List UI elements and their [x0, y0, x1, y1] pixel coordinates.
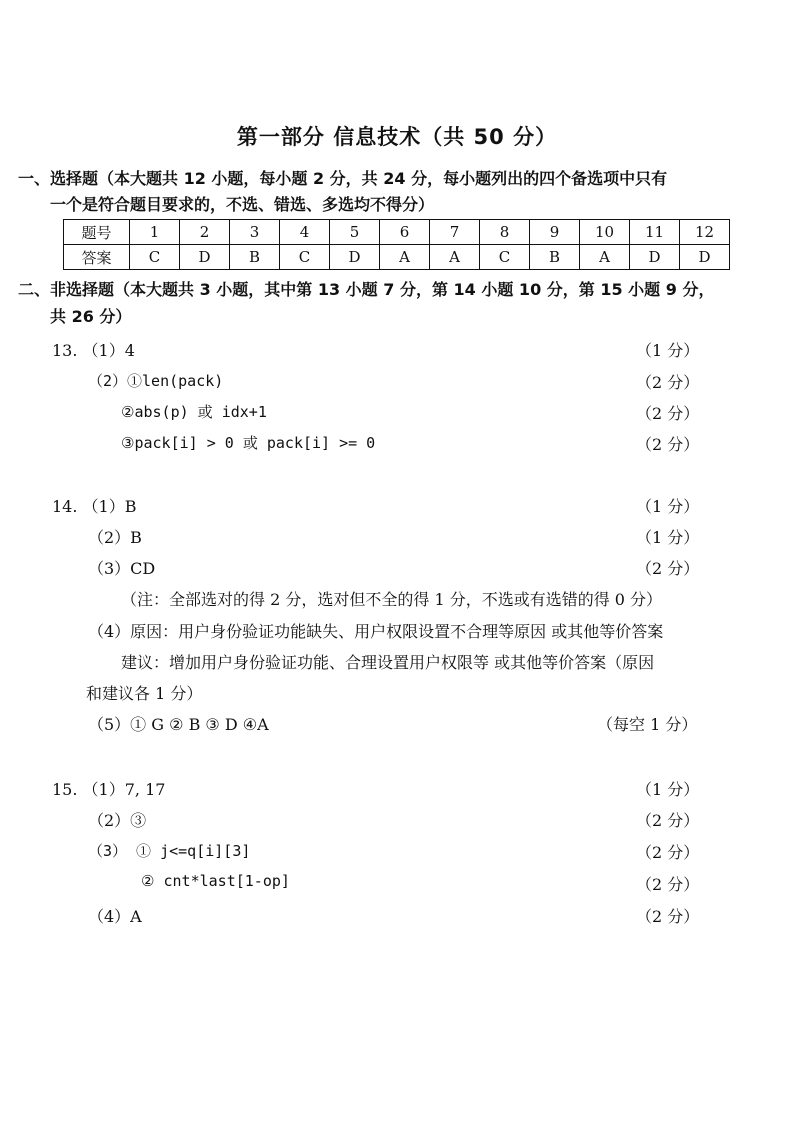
number-cell: 1 — [130, 220, 180, 245]
row-label-number: 题号 — [64, 220, 130, 245]
q14-part1: 14. （1）B — [52, 497, 137, 516]
q15-part1-score: （1 分） — [636, 780, 700, 799]
q15-part2-score: （2 分） — [636, 811, 700, 830]
number-cell: 4 — [280, 220, 330, 245]
row-label-answer: 答案 — [64, 245, 130, 270]
answer-cell: D — [630, 245, 680, 270]
q13-part2: （2）①len(pack) — [88, 372, 224, 390]
q14-part5-score: （每空 1 分） — [597, 715, 698, 734]
answer-cell: C — [480, 245, 530, 270]
q15-part1: 15. （1）7, 17 — [52, 780, 166, 799]
section1-heading-line1: 一、选择题（本大题共 12 小题，每小题 2 分，共 24 分，每小题列出的四个备选项中只有 — [18, 169, 668, 188]
answer-cell: A — [380, 245, 430, 270]
q14-note: （注：全部选对的得 2 分，选对但不全的得 1 分，不选或有选错的得 0 分） — [121, 590, 663, 609]
section2-heading-line1: 二、非选择题（本大题共 3 小题，其中第 13 小题 7 分，第 14 小题 10 分，第 15 小题 9 分， — [18, 280, 715, 299]
q15-part4-score: （2 分） — [636, 907, 700, 926]
q13-part2-blank2-score: （2 分） — [636, 404, 700, 423]
q14-part3: （3）CD — [88, 559, 156, 578]
q15-part3-blank2-score: （2 分） — [636, 875, 700, 894]
q15-part3-blank1-score: （2 分） — [636, 843, 700, 862]
number-cell: 6 — [380, 220, 430, 245]
number-cell: 10 — [580, 220, 630, 245]
answer-cell: D — [680, 245, 730, 270]
q15-part3-blank2: ② cnt*last[1-op] — [141, 872, 290, 890]
q14-part4-suggestion: 建议：增加用户身份验证功能、合理设置用户权限等 或其他等价答案（原因 — [121, 653, 655, 672]
q15-part4: （4）A — [88, 907, 142, 926]
q13-part2-blank3-score: （2 分） — [636, 435, 700, 454]
q15-part3-blank1: （3） ① j<=q[i][3] — [88, 842, 251, 860]
section1-heading-line2: 一个是符合题目要求的，不选、错选、多选均不得分） — [50, 195, 435, 214]
q13-part1-score: （1 分） — [636, 341, 700, 360]
number-cell: 8 — [480, 220, 530, 245]
q13-part2-blank2: ②abs(p) 或 idx+1 — [121, 403, 267, 421]
answer-table-number-row — [64, 220, 730, 245]
q14-part3-score: （2 分） — [636, 559, 700, 578]
answer-table — [63, 219, 730, 270]
number-cell: 3 — [230, 220, 280, 245]
q14-part1-score: （1 分） — [636, 497, 700, 516]
answer-cell: A — [580, 245, 630, 270]
answer-cell: B — [530, 245, 580, 270]
q14-part5: （5）① G ② B ③ D ④A — [88, 715, 269, 734]
q14-part4-suggestion-cont: 和建议各 1 分） — [86, 684, 203, 703]
number-cell: 11 — [630, 220, 680, 245]
number-cell: 5 — [330, 220, 380, 245]
answer-cell: D — [330, 245, 380, 270]
answer-cell: C — [130, 245, 180, 270]
number-cell: 7 — [430, 220, 480, 245]
q14-part4-reason: （4）原因：用户身份验证功能缺失、用户权限设置不合理等原因 或其他等价答案 — [88, 622, 664, 641]
q13-part2-score: （2 分） — [636, 373, 700, 392]
number-cell: 12 — [680, 220, 730, 245]
q15-part2: （2）③ — [88, 811, 147, 830]
q14-part2: （2）B — [88, 528, 142, 547]
answer-table-answer-row — [64, 245, 730, 270]
q14-part2-score: （1 分） — [636, 528, 700, 547]
page-title: 第一部分 信息技术（共 50 分） — [236, 125, 558, 149]
answer-cell: B — [230, 245, 280, 270]
q13-part1: 13. （1）4 — [52, 341, 135, 360]
answer-cell: A — [430, 245, 480, 270]
answer-cell: C — [280, 245, 330, 270]
number-cell: 2 — [180, 220, 230, 245]
section2-heading-line2: 共 26 分） — [50, 307, 132, 326]
number-cell: 9 — [530, 220, 580, 245]
q13-part2-blank3: ③pack[i] > 0 或 pack[i] >= 0 — [121, 434, 376, 452]
answer-cell: D — [180, 245, 230, 270]
